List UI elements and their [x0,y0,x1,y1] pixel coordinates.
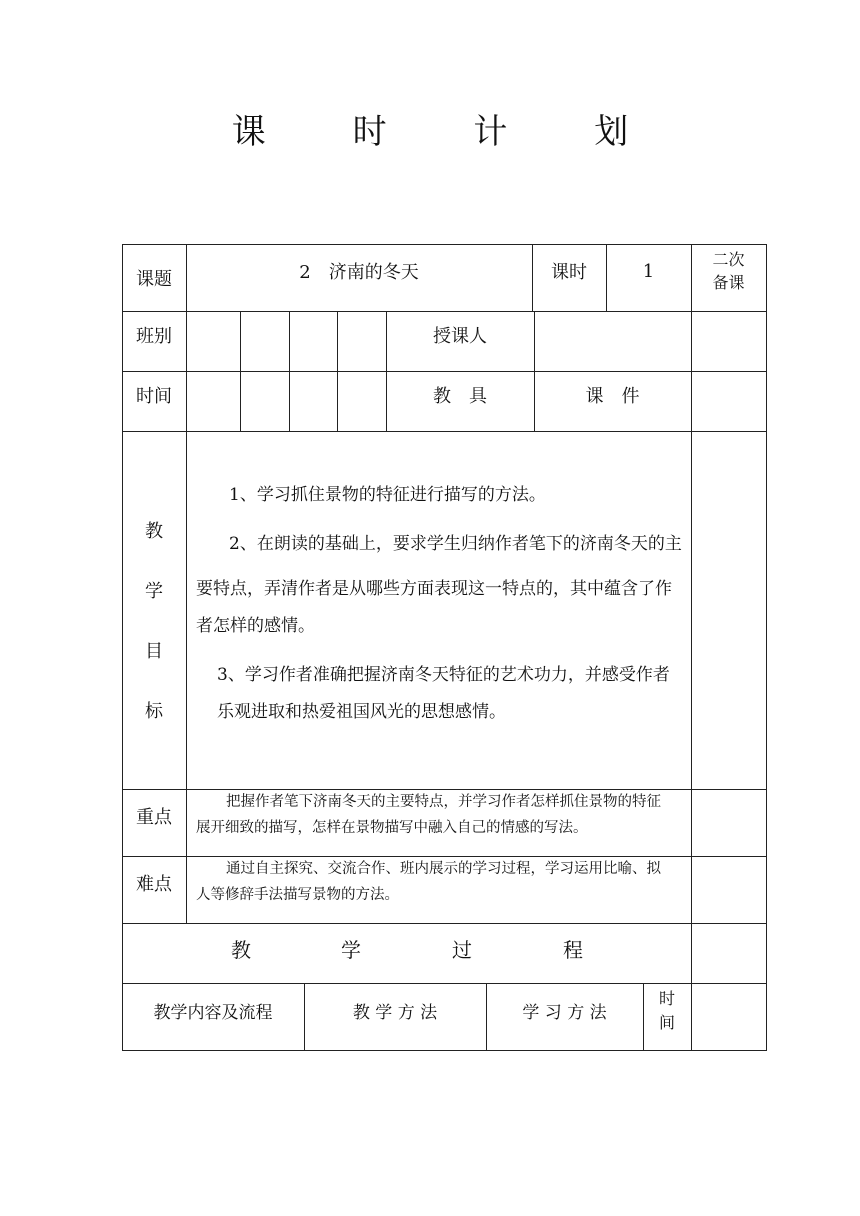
time-label: 时间 [136,386,172,407]
learning-method-header: 学 习 方 法 [522,1002,607,1023]
topic-label: 课题 [136,268,172,290]
second-prep-line-2: 备课 [712,273,745,292]
key-points-line: 展开细致的描写，怎样在景物描写中融入自己的情感的写法。 [196,820,588,836]
objective-item: 要特点，弄清作者是从哪些方面表现这一特点的，其中蕴含了作 [196,579,672,599]
objective-item: 乐观进取和热爱祖国风光的思想感情。 [217,702,506,722]
process-heading-char: 程 [563,937,583,962]
objectives-label [122,502,186,742]
hours-value: 1 [642,260,655,282]
objectives-label-char: 学 [145,581,163,602]
teacher-label: 授课人 [433,326,487,347]
time-header-line-1: 时 [658,989,675,1008]
process-heading-char: 过 [452,937,472,962]
tools-value: 课 件 [585,386,640,407]
difficult-points-line: 人等修辞手法描写景物的方法。 [196,887,399,903]
second-prep-header [691,248,766,294]
objective-item: 3、学习作者准确把握济南冬天特征的艺术功力，并感受作者 [217,665,670,685]
page-title: 课 时 计 划 [231,112,667,152]
hours-label: 课时 [551,262,587,283]
key-points-line: 把握作者笔下济南冬天的主要特点，并学习作者怎样抓住景物的特征 [226,794,661,810]
difficult-points-line: 通过自主探究、交流合作、班内展示的学习过程，学习运用比喻、拟 [226,861,661,877]
objective-item: 者怎样的感情。 [196,616,315,636]
teaching-method-header: 教 学 方 法 [352,1002,438,1023]
second-prep-line-1: 二次 [712,250,745,269]
topic-value: 2 济南的冬天 [299,262,419,283]
process-heading-char: 教 [231,937,251,962]
objective-item: 2、在朗读的基础上，要求学生归纳作者笔下的济南冬天的主 [229,534,682,554]
time-header-line-2: 间 [658,1013,675,1032]
difficult-points-label: 难点 [136,874,172,895]
content-flow-header: 教学内容及流程 [153,1002,273,1023]
process-heading-char: 学 [341,937,361,962]
time-header [643,987,691,1035]
objectives-label-char: 目 [145,641,163,662]
objective-item: 1、学习抓住景物的特征进行描写的方法。 [229,485,546,505]
tools-label: 教 具 [433,386,487,407]
objectives-label-char: 教 [145,521,163,542]
objectives-label-char: 标 [145,701,163,722]
key-points-label: 重点 [136,807,172,828]
class-label: 班别 [136,326,172,347]
